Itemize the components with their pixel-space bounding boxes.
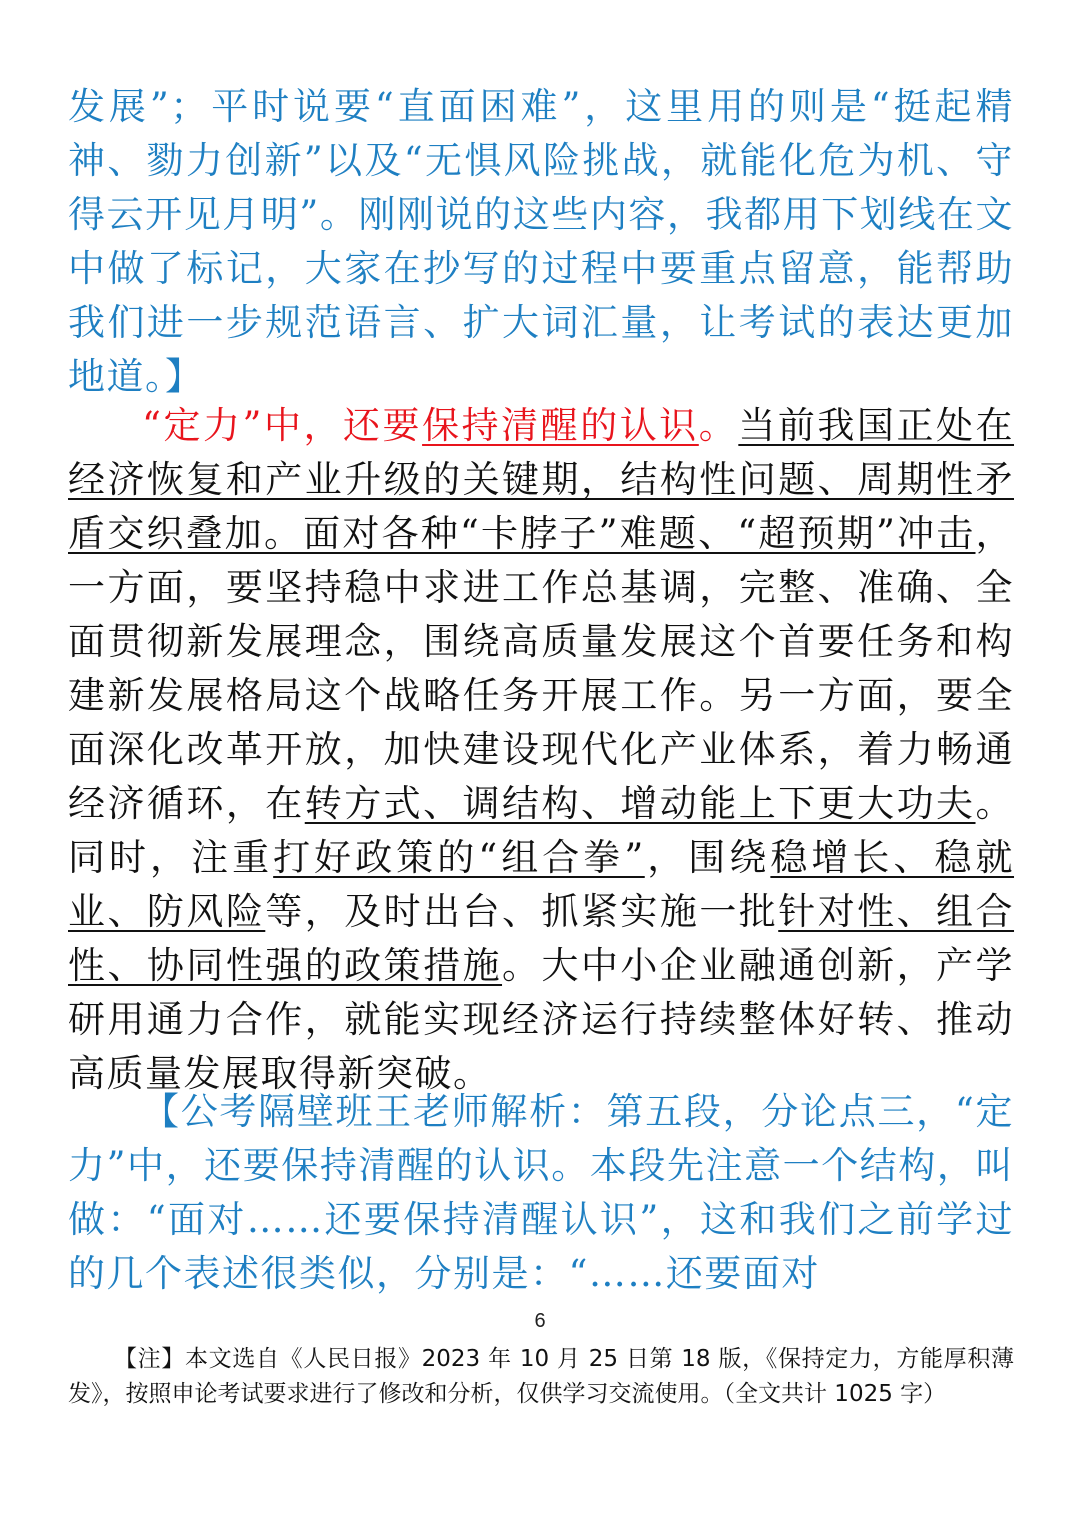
page-number: 6	[534, 1310, 546, 1332]
body-text-segment: 。大中小企业融通创新，产学研用通力合作，就能实现经济运行持续整体好转、推动高质量发展取得新突破。	[68, 944, 1015, 1095]
analysis-text-continued: 发展”；平时说要“直面困难”，这里用的则是“挺起精神、勠力创新”以及“无惧风险挑战，就能化危为机、守得云开见月明”。刚刚说的这些内容，我都用下划线在文中做了标记，大家在抄写的过程中要重点留意，能帮助我们进一步规范语言、扩大词汇量，让考试的表达更加地道。】	[68, 85, 1014, 398]
underlined-phrase: 转方式、调结构、增动能上下更大功夫	[304, 782, 976, 825]
analysis-paragraph-continued	[68, 80, 1014, 404]
underlined-phrase: 针对性、组合性、协同性强的政策措施	[68, 890, 1015, 987]
underlined-phrase: 打好政策的“组合拳”	[273, 836, 645, 879]
body-text-segment: 。同时，注重	[68, 782, 1015, 879]
section-heading-underlined: 保持清醒的认识	[422, 404, 699, 447]
body-text-segment: ，围绕	[644, 836, 771, 879]
body-text-segment: 等，及时出台、抓紧实施一批	[265, 890, 779, 933]
section-heading-part-c: 。	[698, 404, 739, 447]
body-paragraph-five	[68, 399, 1014, 1101]
underlined-sentence-one: 当前我国正处在经济恢复和产业升级的关键期，结构性问题、周期性矛盾交织叠加。面对各种“卡脖子”难题、“超预期”冲击	[68, 404, 1015, 555]
footnote-text: 【注】本文选自《人民日报》2023 年 10 月 25 日第 18 版，《保持定力，方能厚积薄发》，按照申论考试要求进行了修改和分析，仅供学习交流使用。（全文共计 1025 字）	[68, 1346, 1014, 1407]
footnote	[68, 1342, 1014, 1412]
underlined-phrase: 稳增长、稳就业、防风险	[68, 836, 1015, 933]
section-heading-part-a: “定力”中，还要	[142, 404, 423, 447]
body-text-segment: ，一方面，要坚持稳中求进工作总基调，完整、准确、全面贯彻新发展理念，围绕高质量发展这个首要任务和构建新发展格局这个战略任务开展工作。另一方面，要全面深化改革开放，加快建设现代化产业体系，着力畅通经济循环，在	[68, 512, 1014, 825]
analysis-text: 【公考隔壁班王老师解析：第五段，分论点三，“定力”中，还要保持清醒的认识。本段先注意一个结构，叫做：“面对……还要保持清醒认识”，这和我们之前学过的几个表述很类似，分别是：“……还要面对	[68, 1090, 1014, 1295]
analysis-paragraph	[68, 1085, 1014, 1301]
